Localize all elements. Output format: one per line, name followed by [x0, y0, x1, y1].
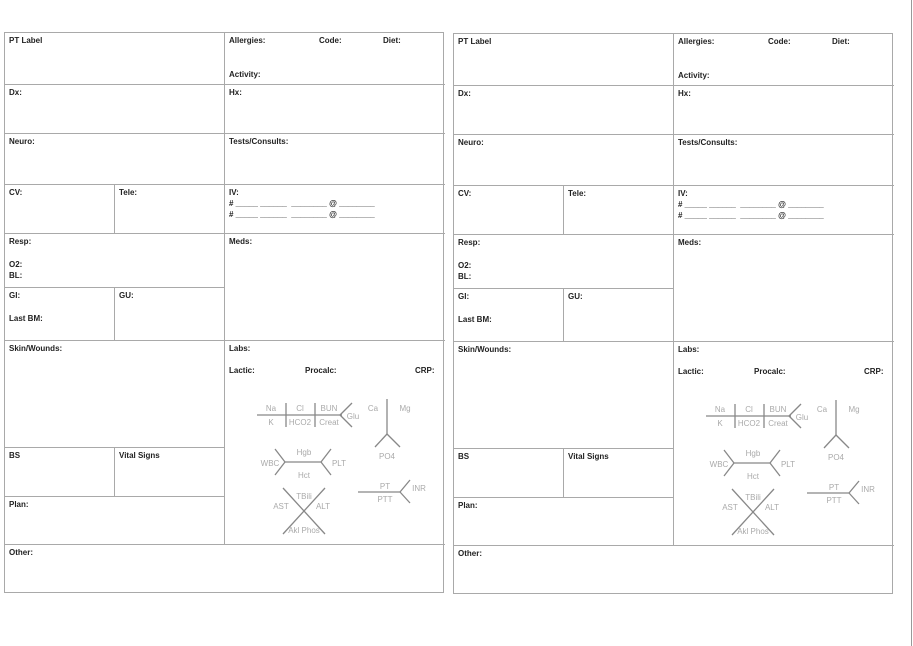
lab-value-label: HCO2	[737, 419, 761, 428]
dx-label: Dx:	[458, 89, 471, 98]
lab-value-label: INR	[861, 485, 875, 494]
meds-label: Meds:	[678, 238, 702, 247]
lab-value-label: PLT	[780, 460, 796, 469]
crp-label: CRP:	[864, 367, 884, 376]
diagram-line	[400, 492, 410, 503]
lab-value-label: Akl Phos	[737, 527, 769, 536]
dx-cell[interactable]	[454, 86, 674, 135]
dx-cell[interactable]	[5, 85, 225, 134]
hx-cell[interactable]	[225, 85, 445, 134]
plan-label: Plan:	[9, 500, 29, 509]
activity-label: Activity:	[229, 70, 261, 79]
bl-label: BL:	[458, 272, 472, 281]
resp-label: Resp:	[458, 238, 481, 247]
neuro-label: Neuro:	[9, 137, 35, 146]
vital-signs-label: Vital Signs	[119, 451, 160, 460]
cv-label: CV:	[9, 188, 23, 197]
lab-value-label: ALT	[764, 503, 780, 512]
o2-label: O2:	[9, 260, 23, 269]
hx-label: Hx:	[229, 88, 242, 97]
hx-label: Hx:	[678, 89, 691, 98]
dx-label: Dx:	[9, 88, 22, 97]
diagram-line	[321, 449, 331, 462]
diagram-line	[375, 434, 387, 447]
activity-label: Activity:	[678, 71, 710, 80]
cv-label: CV:	[458, 189, 472, 198]
meds-cell[interactable]	[674, 235, 894, 342]
lab-value-label: Hct	[747, 472, 759, 481]
lab-value-label: Glu	[346, 412, 360, 421]
lab-value-label: Cl	[296, 404, 304, 413]
report-sheet	[453, 33, 893, 594]
other-cell[interactable]	[454, 546, 894, 595]
neuro-cell[interactable]	[454, 135, 674, 186]
iv-label: IV:	[678, 189, 688, 198]
lactic-label: Lactic:	[678, 367, 704, 376]
lab-value-label: Hgb	[745, 449, 761, 458]
diagram-line	[387, 434, 400, 447]
pt-label-label: PT Label	[9, 36, 43, 45]
labs-label: Labs:	[678, 345, 700, 354]
diagram-line	[849, 481, 859, 493]
lab-value-label: Cl	[745, 405, 753, 414]
lab-value-label: K	[717, 419, 723, 428]
tests-label: Tests/Consults:	[229, 137, 289, 146]
lab-value-label: AST	[273, 502, 289, 511]
gi-label: GI:	[9, 291, 21, 300]
tele-label: Tele:	[119, 188, 138, 197]
gu-label: GU:	[568, 292, 583, 301]
diagram-line	[770, 463, 780, 476]
lab-value-label: BUN	[320, 404, 338, 413]
last-bm-label: Last BM:	[458, 315, 492, 324]
diagram-line	[836, 435, 849, 448]
bs-cell[interactable]	[5, 448, 115, 497]
resp-cell[interactable]	[5, 234, 225, 288]
plan-cell[interactable]	[454, 498, 674, 546]
bs-label: BS	[458, 452, 470, 461]
neuro-label: Neuro:	[458, 138, 484, 147]
lab-value-label: Hct	[298, 471, 310, 480]
lab-value-label: ALT	[315, 502, 331, 511]
iv-line2-label: # _____ ______ ________ @ ________	[678, 211, 824, 220]
diagram-line	[770, 450, 780, 463]
bs-label: BS	[9, 451, 21, 460]
crp-label: CRP:	[415, 366, 435, 375]
o2-label: O2:	[458, 261, 472, 270]
bs-cell[interactable]	[454, 449, 564, 498]
diagram-line	[400, 480, 410, 492]
tele-label: Tele:	[568, 189, 587, 198]
lab-value-label: Creat	[768, 419, 788, 428]
other-label: Other:	[458, 549, 482, 558]
lab-value-label: HCO2	[288, 418, 312, 427]
report-sheet	[4, 32, 444, 593]
neuro-cell[interactable]	[5, 134, 225, 185]
code-label: Code:	[768, 37, 791, 46]
lab-value-label: WBC	[260, 459, 280, 468]
other-label: Other:	[9, 548, 33, 557]
lab-value-label: Creat	[319, 418, 339, 427]
lab-value-label: Mg	[399, 404, 411, 413]
plan-cell[interactable]	[5, 497, 225, 545]
diagram-line	[849, 493, 859, 504]
lab-value-label: Glu	[795, 413, 809, 422]
page-edge-divider	[911, 0, 912, 646]
skin-label: Skin/Wounds:	[458, 345, 512, 354]
gi-label: GI:	[458, 292, 470, 301]
lab-value-label: K	[268, 418, 274, 427]
lab-value-label: Akl Phos	[288, 526, 320, 535]
other-cell[interactable]	[5, 545, 445, 594]
procalc-label: Procalc:	[754, 367, 786, 376]
lab-value-label: TBili	[296, 492, 312, 501]
last-bm-label: Last BM:	[9, 314, 43, 323]
lab-value-label: Ca	[816, 405, 828, 414]
lab-value-label: Ca	[367, 404, 379, 413]
diagram-line	[321, 462, 331, 475]
lab-value-label: PTT	[377, 495, 393, 504]
skin-label: Skin/Wounds:	[9, 344, 63, 353]
resp-label: Resp:	[9, 237, 32, 246]
allergies-label: Allergies:	[229, 36, 266, 45]
plan-label: Plan:	[458, 501, 478, 510]
lab-value-label: INR	[412, 484, 426, 493]
iv-line1-label: # _____ ______ ________ @ ________	[678, 200, 824, 209]
resp-cell[interactable]	[454, 235, 674, 289]
diagram-line	[824, 435, 836, 448]
iv-label: IV:	[229, 188, 239, 197]
pt-label-label: PT Label	[458, 37, 492, 46]
lactic-label: Lactic:	[229, 366, 255, 375]
lab-value-label: TBili	[745, 493, 761, 502]
lab-value-label: Na	[714, 405, 726, 414]
lab-value-label: PLT	[331, 459, 347, 468]
code-label: Code:	[319, 36, 342, 45]
lab-value-label: Mg	[848, 405, 860, 414]
lab-value-label: AST	[722, 503, 738, 512]
skin-cell[interactable]	[5, 341, 225, 448]
lab-value-label: PT	[828, 483, 840, 492]
lab-value-label: PO4	[378, 452, 396, 461]
skin-cell[interactable]	[454, 342, 674, 449]
vital-signs-label: Vital Signs	[568, 452, 609, 461]
allergies-label: Allergies:	[678, 37, 715, 46]
iv-line2-label: # _____ ______ ________ @ ________	[229, 210, 375, 219]
lab-value-label: WBC	[709, 460, 729, 469]
lab-value-label: PTT	[826, 496, 842, 505]
diet-label: Diet:	[383, 36, 401, 45]
lab-value-label: BUN	[769, 405, 787, 414]
bl-label: BL:	[9, 271, 23, 280]
hx-cell[interactable]	[674, 86, 894, 135]
lab-value-label: Na	[265, 404, 277, 413]
gu-label: GU:	[119, 291, 134, 300]
meds-label: Meds:	[229, 237, 253, 246]
iv-line1-label: # _____ ______ ________ @ ________	[229, 199, 375, 208]
procalc-label: Procalc:	[305, 366, 337, 375]
diet-label: Diet:	[832, 37, 850, 46]
labs-label: Labs:	[229, 344, 251, 353]
meds-cell[interactable]	[225, 234, 445, 341]
lab-value-label: PT	[379, 482, 391, 491]
lab-value-label: PO4	[827, 453, 845, 462]
lab-value-label: Hgb	[296, 448, 312, 457]
tests-label: Tests/Consults:	[678, 138, 738, 147]
